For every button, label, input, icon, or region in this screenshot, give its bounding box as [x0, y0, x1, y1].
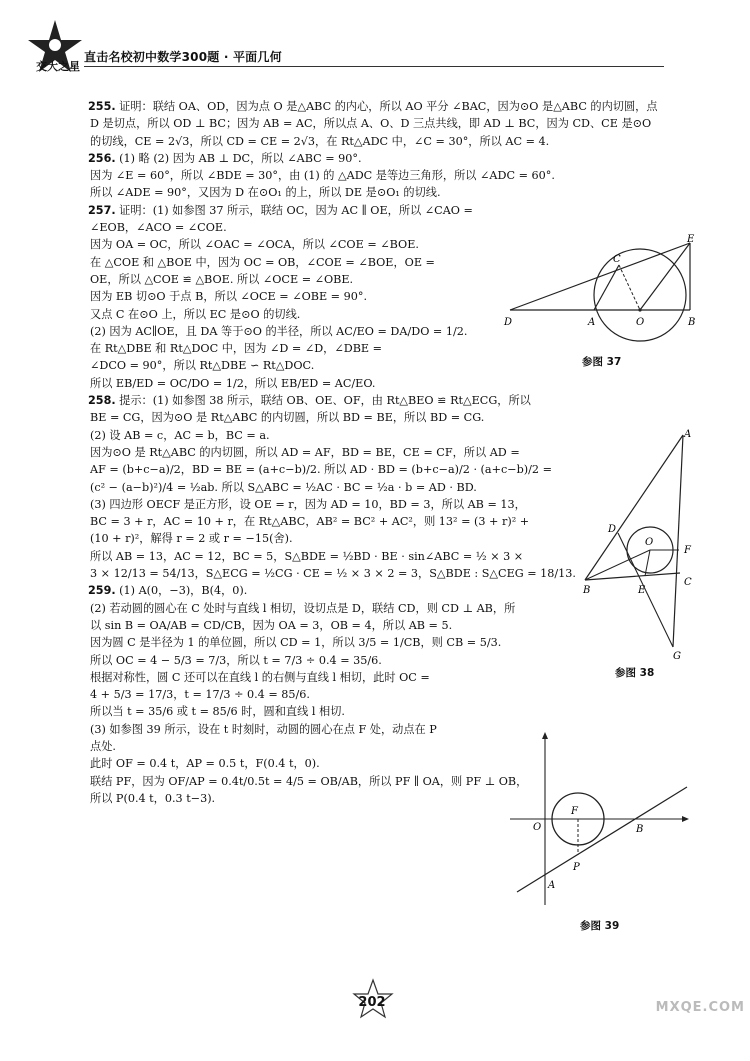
text-line [90, 686, 495, 703]
problem-text: 所以 OC = 4 − 5/3 = 7/3，所以 t = 7/3 ÷ 0.4 = 35/6. [90, 653, 382, 667]
figure-39-caption: 参图 39 [580, 920, 620, 932]
problem-text: OE，所以 △COE ≌ △BOE. 所以 ∠OCE = ∠OBE. [90, 272, 354, 286]
problem-text: (2) 设 AB = c，AC = b，BC = a. [90, 428, 270, 442]
text-line [90, 202, 495, 219]
fig38-label: B [583, 585, 591, 596]
text-line [90, 513, 530, 530]
fig38-label: O [645, 537, 654, 548]
problem-text: 4 + 5/3 = 17/3，t = 17/3 ÷ 0.4 = 85/6. [90, 688, 310, 702]
problem-text: 因为 ∠E = 60°，所以 ∠BDE = 30°，由 (1) 的 △ADC 是等边三角形，所以 ∠ADC = 60°. [90, 169, 555, 183]
text-line [90, 703, 495, 720]
x-axis-arrow-icon [682, 816, 689, 822]
line-AB [585, 435, 683, 580]
problem-text: AF = (b+c−a)/2，BD = BE = (a+c−b)/2. 所以 AD · BD = (b+c−a)/2 · (a+c−b)/2 = [90, 463, 552, 477]
fig37-label: B [688, 317, 696, 328]
fig38-label: A [684, 429, 692, 440]
fig37-label: A [588, 317, 596, 328]
text-line [90, 184, 650, 201]
text-line [90, 444, 520, 461]
text-line [90, 167, 650, 184]
line-CO [619, 265, 640, 310]
text-line [90, 306, 495, 323]
problem-text: 所以 ∠ADE = 90°，又因为 D 在⊙O₁ 的上，所以 DE 是⊙O₁ 的切线. [90, 186, 441, 200]
problem-text: 点处. [90, 739, 116, 753]
text-line [90, 496, 526, 513]
problem-text: 此时 OF = 0.4 t，AP = 0.5 t，F(0.4 t，0). [90, 757, 320, 771]
text-line [90, 790, 495, 807]
problem-text: 因为圆 C 是半径为 1 的单位圆，所以 CD = 1，所以 3/5 = 1/CB，则 CB = 5/3. [90, 636, 502, 650]
text-line [90, 652, 495, 669]
text-line [90, 617, 650, 634]
problem-block [90, 150, 650, 202]
problem-text: 3 × 12/13 = 54/13，S△ECG = ½CG · CE = ½ × 3 × 2 = 3，S△BDE : S△CEG = 18/13. [90, 567, 576, 581]
text-line [90, 236, 495, 253]
fig39-label: P [573, 862, 580, 873]
figure-39 [505, 730, 695, 910]
problem-text: (1) A(0，−3)，B(4，0). [119, 584, 248, 598]
fig37-label: E [687, 234, 695, 245]
text-line [90, 115, 650, 132]
problem-block [90, 392, 650, 582]
problem-text: 根据对称性，圆 C 还可以在直线 l 的右侧与直线 l 相切，此时 OC = [90, 670, 430, 684]
page-number: 202 [358, 995, 386, 1010]
fig39-label: F [571, 806, 578, 817]
text-line [90, 254, 495, 271]
problem-text: 所以 AB = 13，AC = 12，BC = 5，S△BDE = ½BD · BE · sin∠ABC = ½ × 3 × [90, 549, 524, 563]
text-line [90, 548, 524, 565]
text-line [90, 427, 495, 444]
text-line [90, 479, 495, 496]
text-line [90, 323, 495, 340]
text-line [90, 357, 495, 374]
problem-text: 所以 P(0.4 t，0.3 t−3). [90, 791, 216, 805]
fig38-label: D [608, 524, 617, 535]
text-line [90, 773, 528, 790]
fig38-label: C [684, 577, 692, 588]
line-OE [645, 550, 650, 576]
figure-37 [500, 235, 710, 345]
problem-number: 256. [88, 151, 116, 165]
text-line [90, 288, 495, 305]
problem-text: 证明：联结 OA、OD，因为点 O 是△ABC 的内心，所以 AO 平分 ∠BAC，因为⊙O 是△ABC 的内切圆，点 [119, 100, 658, 113]
text-line [90, 738, 495, 755]
header-divider [84, 66, 664, 67]
problem-number: 259. [88, 584, 116, 598]
problem-text: D 是切点，所以 OD ⊥ BC；因为 AB = AC，所以点 A、O、D 三点共线，即 AD ⊥ BC，因为 CD、CE 是⊙O [90, 117, 652, 131]
fig37-label: D [504, 317, 513, 328]
problem-text: (2) 因为 AC∥OE，且 DA 等于⊙O 的半径，所以 AC/EO = DA/DO = 1/2. [90, 324, 468, 338]
text-line [90, 600, 650, 617]
book-title: 直击名校初中数学300题 · 平面几何 [84, 50, 282, 64]
problem-number: 258. [88, 394, 116, 408]
problem-text: 所以 EB/ED = OC/DO = 1/2，所以 EB/ED = AC/EO. [90, 376, 376, 390]
text-line [90, 669, 495, 686]
figure-38-caption: 参图 38 [615, 667, 655, 679]
problem-number: 255. [88, 100, 116, 113]
problem-text: 以 sin B = OA/AB = CD/CB，因为 OA = 3，OB = 4，所以 AB = 5. [90, 618, 453, 632]
line-AC [594, 265, 619, 310]
problem-text: 因为 OA = OC，所以 ∠OAC = ∠OCA，所以 ∠COE = ∠BOE. [90, 238, 419, 252]
problem-text: ∠DCO = 90°，所以 Rt△DBE ∽ Rt△DOC. [90, 359, 315, 373]
problem-text: (c² − (a−b)²)/4 = ½ab. 所以 S△ABC = ½AC · BC = ½a · b = AD · BD. [90, 480, 477, 494]
fig39-label: A [548, 880, 556, 891]
problem-text: 提示：(1) 如参图 38 所示，联结 OB、OE、OF，由 Rt△BEO ≌ Rt△ECG，所以 [119, 394, 531, 408]
problem-text: (2) 若动圆的圆心在 C 处时与直线 l 相切，设切点是 D，联结 CD，则 CD ⊥ AB，所 [90, 601, 516, 615]
text-line [90, 634, 650, 651]
text-line [90, 721, 495, 738]
logo-text: 交大之星 [36, 60, 80, 73]
fig38-label: E [638, 585, 646, 596]
fig38-label: F [684, 545, 691, 556]
text-line [90, 150, 650, 167]
text-line [90, 582, 650, 599]
line-l [517, 787, 687, 892]
problem-text: (3) 四边形 OECF 是正方形，设 OE = r，因为 AD = 10，BD = 3，所以 AB = 13， [90, 497, 526, 511]
text-line [90, 409, 495, 426]
fig37-label: C [613, 254, 621, 265]
text-line [90, 755, 495, 772]
fig38-label: G [673, 651, 681, 662]
problem-text: 的切线，CE = 2√3，所以 CD = CE = 2√3，在 Rt△ADC 中，∠C = 30°，所以 AC = 4. [90, 134, 550, 148]
problem-text: 因为 EB 切⊙O 于点 B，所以 ∠OCE = ∠OBE = 90°. [90, 290, 368, 304]
watermark: MXQE.COM [655, 1000, 745, 1015]
problem-text: (1) 略 (2) 因为 AB ⊥ DC，所以 ∠ABC = 90°. [119, 151, 362, 165]
problem-text: (3) 如参图 39 所示，设在 t 时刻时，动圆的圆心在点 F 处，动点在 P [90, 722, 437, 736]
fig39-label: B [636, 824, 644, 835]
text-line [90, 340, 495, 357]
problem-text: 又点 C 在⊙O 上，所以 EC 是⊙O 的切线. [90, 307, 301, 321]
text-line [90, 133, 650, 150]
problem-text: ∠EOB，∠ACO = ∠COE. [90, 221, 227, 235]
page-header [14, 18, 734, 80]
text-line [90, 375, 495, 392]
problem-number: 257. [88, 203, 116, 217]
problem-text: 联结 PF，因为 OF/AP = 0.4t/0.5t = 4/5 = OB/AB，所以 PF ∥ OA，则 PF ⊥ OB， [90, 774, 528, 788]
fig39-label: O [533, 822, 542, 833]
text-line [90, 219, 495, 236]
text-line [90, 565, 576, 582]
text-line [90, 530, 495, 547]
problem-text: (10 + r)²，解得 r = 2 或 r = −15(舍). [90, 532, 293, 546]
problem-text: 在 △COE 和 △BOE 中，因为 OC = OB，∠COE = ∠BOE，OE = [90, 255, 435, 269]
problem-text: 因为⊙O 是 Rt△ABC 的内切圆，所以 AD = AF，BD = BE，CE = CF，所以 AD = [90, 445, 520, 459]
problem-text: 所以当 t = 35/6 或 t = 85/6 时，圆和直线 l 相切. [90, 705, 345, 719]
problem-text: BC = 3 + r，AC = 10 + r，在 Rt△ABC，AB² = BC² + AC²，则 13² = (3 + r)² + [90, 515, 530, 529]
figure-37-caption: 参图 37 [582, 356, 622, 368]
problem-text: BE = CG，因为⊙O 是 Rt△ABC 的内切圆，所以 BD = BE，所以 BD = CG. [90, 411, 485, 425]
problem-text: 在 Rt△DBE 和 Rt△DOC 中，因为 ∠D = ∠D，∠DBE = [90, 342, 383, 356]
text-line [90, 271, 495, 288]
problem-text: 证明：(1) 如参图 37 所示，联结 OC，因为 AC ∥ OE，所以 ∠CAO = [119, 203, 473, 217]
solutions-content [88, 98, 658, 807]
line-AG [673, 435, 683, 647]
text-line [88, 392, 531, 409]
text-line [90, 461, 552, 478]
figure-38 [575, 425, 700, 660]
problem-block [88, 98, 658, 150]
text-line [88, 98, 658, 115]
fig37-label: O [636, 317, 645, 328]
line-BC [585, 573, 680, 580]
y-axis-arrow-icon [542, 732, 548, 739]
